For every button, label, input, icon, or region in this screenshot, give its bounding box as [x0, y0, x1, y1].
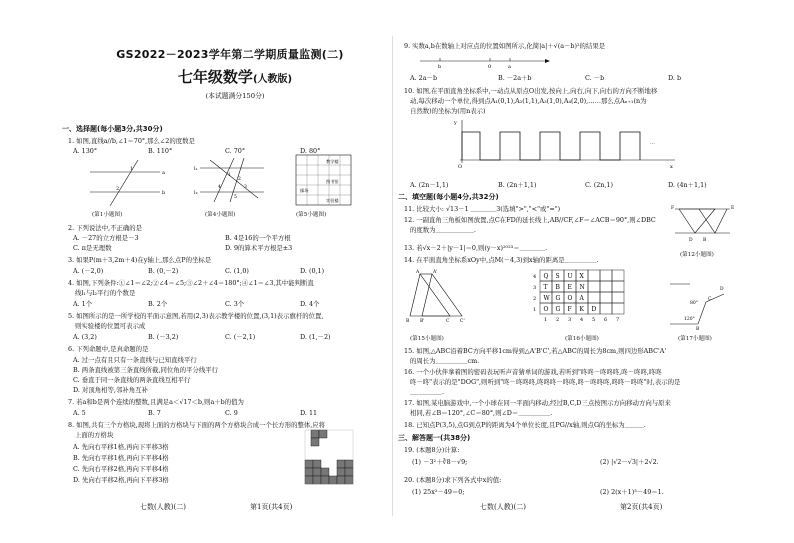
- svg-text:D: D: [689, 238, 693, 243]
- q16-cell: [600, 303, 612, 314]
- q16-grid: [533, 270, 624, 323]
- section-2-title: 二、填空题(每小题4分,共32分): [398, 193, 499, 201]
- question-8-line2: 上面的方格块: [75, 431, 114, 439]
- svg-text:a: a: [162, 170, 165, 176]
- svg-text:l₂: l₂: [194, 190, 198, 196]
- q16-cell: [612, 303, 624, 314]
- q16-figure: [530, 268, 650, 332]
- question-4-line1: 4. 如图,下列条件:①∠1＝∠2;②∠4＝∠5;③∠2＋∠4＝180°;④∠1＝∠3,其中能判断直: [68, 279, 314, 287]
- q16-cell-letter: G: [555, 295, 561, 302]
- question-14: 14. 在平面直角坐标系xOy中,点M(－4,3)到x轴的距离是＿＿＿＿＿.: [404, 256, 599, 264]
- question-15-line1: 15. 如图,△ABC沿着BC方向平移1cm得到△A'B'C',若△ABC的周长为8cm,则四边形ABC'A': [404, 347, 667, 355]
- q5-grid: [296, 155, 351, 205]
- q16-cell: [600, 281, 612, 292]
- q16-cell-letter: E: [567, 284, 572, 291]
- svg-text:b: b: [162, 190, 166, 196]
- q16-cell-letter: F: [567, 306, 572, 313]
- q4-option-a: A. 1个: [73, 300, 93, 308]
- svg-text:B': B': [420, 319, 425, 324]
- question-19: 19. (本题8分)计算:: [404, 446, 460, 454]
- q16-col-tick: 2: [556, 317, 560, 323]
- q7-option-a: A. 5: [73, 409, 86, 417]
- q16-cell: [612, 270, 624, 281]
- q17-angle-c: 80°: [690, 301, 698, 306]
- q16-cell: [600, 292, 612, 303]
- q16-row-tick: 4: [533, 274, 537, 280]
- q9-label-0: 0: [488, 64, 492, 70]
- question-16-line1: 16. 一个小伙伴拿着图的密码表玩听声音猜单词的游戏,若听到"咚咚－咚咚咚,咚－咚咚,咚咚: [404, 368, 662, 376]
- q1-option-a: A. 130°: [73, 147, 98, 155]
- svg-text:B: B: [703, 238, 707, 243]
- svg-text:x: x: [670, 164, 673, 170]
- question-19-part2: (2) |√2－√3|＋2√2.: [600, 458, 659, 466]
- question-16-line2: 咚－咚"表示的是"DOG",则听到"咚－咚咚咚,咚咚咚－咚咚,咚－咚咚咚,咚咚－咚咚"时,表示的是: [410, 378, 681, 386]
- question-12-line1: 12. 一副直角三角板如图放置,点C在FD的延长线上,AB//CF,∠F＝∠ACB＝90°,则∠DBC: [404, 216, 656, 224]
- svg-text:C: C: [446, 319, 450, 324]
- q9-option-c: C. －b: [585, 74, 605, 82]
- q1-option-d: D. 80°: [300, 147, 321, 155]
- q16-cell: [612, 281, 624, 292]
- q5-option-a: A. (3,2): [73, 333, 97, 341]
- subject-title: [150, 68, 320, 87]
- q16-cell-letter: B: [555, 284, 560, 291]
- score-note: (本试题满分150分): [205, 92, 265, 100]
- svg-text:4: 4: [218, 185, 221, 190]
- q3-option-a: A. (－2,0): [73, 267, 104, 275]
- q5-label-lab: 实验楼: [326, 198, 339, 203]
- question-9: 9. 实数a,b在数轴上对应点的位置如图所示,化简|a|＋√(a－b)²的结果是: [404, 42, 606, 50]
- q16-cell-letter: D: [591, 306, 597, 313]
- q9-number-line: [420, 55, 550, 70]
- footer-right-page: 第2页(共4页): [620, 503, 663, 511]
- question-20: 20. (本题8分)求下列各式中x的值:: [404, 476, 502, 484]
- footer-right-code: 七数(人教)(二): [480, 503, 526, 511]
- q7-option-d: D. 11: [300, 409, 318, 417]
- q6-option-a: A. 过一点有且只有一条直线与已知直线平行: [73, 356, 197, 364]
- question-4-line2: 线l₁与l₂平行的个数是: [75, 289, 136, 297]
- q8-option-d: D. 先向右平移2格,再向下平移3格: [73, 476, 169, 484]
- edition-label: (人教版): [252, 74, 293, 85]
- q16-col-tick: 3: [568, 317, 572, 323]
- svg-text:E: E: [731, 206, 735, 211]
- section-1-title: 一、选择题(每小题3分,共30分): [62, 125, 163, 133]
- q16-cell-letter: S: [555, 273, 560, 280]
- q1-option-b: B. 110°: [148, 147, 173, 155]
- q8-figure: [305, 430, 365, 492]
- svg-text:O: O: [458, 164, 463, 170]
- q16-cell-letter: K: [579, 306, 584, 313]
- q4-option-d: D. 4个: [300, 300, 320, 308]
- q16-cell-letter: X: [579, 273, 584, 280]
- q6-option-b: B. 两条直线被第三条直线所截,同位角的平分线平行: [73, 366, 218, 374]
- q2-option-d: D. 9的算术平方根是±3: [225, 244, 293, 252]
- question-20-part2: (2) 2(x＋1)³－49＝1.: [600, 488, 664, 496]
- q16-col-tick: 4: [580, 317, 584, 323]
- q10-option-a: A. (2n－1,1): [410, 181, 449, 189]
- q9-label-b: b: [438, 64, 442, 70]
- svg-text:3: 3: [244, 185, 247, 190]
- q10-option-d: D. (4n＋1,1): [668, 181, 707, 189]
- q16-cell-letter: O: [543, 306, 549, 313]
- question-10-line3: 自然数)的坐标为(用n表示): [410, 107, 486, 115]
- q16-cell-letter: Q: [543, 273, 549, 280]
- q4-option-c: C. 3个: [225, 300, 245, 308]
- question-6: 6. 下列命题中,是真命题的是: [68, 345, 149, 353]
- footer-left-code: 七数(人教)(二): [140, 503, 186, 511]
- q7-option-b: B. 7: [148, 409, 161, 417]
- svg-text:…: …: [650, 140, 655, 146]
- q5-option-d: D. (1,－2): [300, 333, 331, 341]
- q16-cell-letter: W: [543, 295, 550, 302]
- svg-text:F: F: [671, 206, 675, 211]
- svg-text:2: 2: [116, 186, 120, 192]
- svg-text:D: D: [720, 287, 724, 292]
- svg-text:1: 1: [130, 166, 134, 172]
- q16-row-tick: 2: [533, 296, 537, 302]
- question-5-line2: 则实验楼的位置可表示成: [75, 322, 146, 330]
- q16-cell: [600, 270, 612, 281]
- svg-text:y: y: [454, 120, 457, 126]
- q16-cell-letter: N: [579, 284, 585, 291]
- svg-text:1: 1: [228, 173, 231, 178]
- question-7: 7. 若a和b是两个连续的整数,且满足a＜√17＜b,则a＋b的值为: [68, 398, 244, 406]
- q8-option-c: C. 先向右平移2格,再向下平移4格: [73, 465, 169, 473]
- q6-option-d: D. 对顶角相等,邻补角互补: [73, 386, 148, 394]
- q10-option-c: C. (2n,1): [585, 181, 613, 189]
- q5-caption: (第5小题图): [296, 212, 327, 218]
- q7-option-c: C. 9: [225, 409, 238, 417]
- q16-cell-letter: T: [543, 284, 548, 291]
- question-20-part1: (1) 25x²－49＝0;: [412, 488, 465, 496]
- question-1: 1. 如图,直线a//b,∠1＝70°,那么∠2的度数是: [68, 137, 195, 145]
- q5-label-library: 图书馆: [326, 179, 339, 184]
- q9-label-a: a: [508, 64, 511, 70]
- q16-cell: [588, 281, 600, 292]
- q9-option-b: B. －2a＋b: [498, 74, 532, 82]
- question-18: 18. 已知点P(3,5),点G到点P的距离为4个单位长度,且PG//x轴,则点G的坐标为＿＿＿.: [404, 421, 646, 429]
- q12-caption: (第12小题图): [680, 252, 714, 258]
- question-15-line2: 的周长为＿＿＿＿＿cm.: [410, 357, 480, 365]
- q8-option-a: A. 先向右平移1格,再向下平移3格: [73, 443, 169, 451]
- question-16-line3: ＿＿＿＿＿.: [410, 388, 444, 396]
- question-10-line2: 动,每次移动一个单位,得到点A₁(0,1),A₂(1,1),A₃(1,0),A₄(2,0),……那么点Aₙ₊₁(n为: [410, 97, 647, 105]
- svg-text:B: B: [406, 319, 410, 324]
- q6-option-c: C. 垂直于同一条直线的两条直线互相平行: [73, 376, 191, 384]
- q8-option-b: B. 先向右平移1格,再向下平移4格: [73, 454, 169, 462]
- q1-option-c: C. 70°: [225, 147, 246, 155]
- question-19-part1: (1) －3²＋∛8－√9;: [412, 458, 468, 466]
- q1-figure: [90, 158, 170, 208]
- svg-text:2: 2: [238, 177, 241, 182]
- svg-text:A: A: [416, 270, 420, 275]
- column-divider: [392, 36, 393, 516]
- q16-cell-letter: A: [579, 295, 584, 302]
- q16-col-tick: 1: [544, 317, 548, 323]
- svg-text:B: B: [696, 327, 700, 332]
- q1-caption: (第1小题图): [92, 212, 123, 218]
- q2-option-a: A. －27的立方根是－3: [73, 234, 139, 242]
- svg-text:C: C: [708, 297, 712, 302]
- svg-text:l₁: l₁: [194, 166, 198, 172]
- q16-row-tick: 1: [533, 307, 537, 313]
- q5-figure: [296, 155, 356, 210]
- subject-name: 七年级数学: [177, 68, 253, 86]
- question-12-line2: 的度数为＿＿＿＿＿＿.: [410, 226, 476, 234]
- q4-caption: (第4小题图): [205, 212, 236, 218]
- q16-cell-letter: O: [567, 295, 573, 302]
- question-10-line1: 10. 如图,在平面直角坐标系中,一动点从原点O出发,按向上,向右,向下,向右的方向不断地移: [404, 87, 658, 95]
- q5-option-b: B. (－3,2): [148, 333, 179, 341]
- q16-col-tick: 5: [592, 317, 596, 323]
- q16-caption: (第16小题图): [565, 336, 599, 342]
- q16-cell: [588, 292, 600, 303]
- q17-figure: [670, 280, 730, 330]
- q3-option-d: D. (0,1): [300, 267, 325, 275]
- svg-text:5: 5: [234, 195, 237, 200]
- q16-cell: [612, 292, 624, 303]
- q9-option-a: A. 2a－b: [410, 74, 438, 82]
- question-3: 3. 如果P(m＋3,2m＋4)在y轴上,那么点P的坐标是: [68, 256, 212, 264]
- question-17-line1: 17. 如图,某电脑游戏中,一个小球在同一平面内移动,经过B,C,D三点按图示方向移动方向与原来: [404, 399, 671, 407]
- q5-label-teaching: 教学楼: [326, 159, 339, 164]
- svg-text:C': C': [460, 319, 465, 324]
- q17-caption: (第17小题图): [678, 336, 712, 342]
- q9-option-d: D. b: [668, 74, 682, 82]
- question-2: 2. 下列说法中,不正确的是: [68, 224, 143, 232]
- q12-figure: [671, 203, 735, 248]
- q17-angle-b: 120°: [684, 317, 695, 322]
- q4-option-b: B. 2个: [148, 300, 168, 308]
- q10-figure: [450, 118, 680, 173]
- q16-cell-letter: G: [555, 306, 561, 313]
- question-11: 11. 比较大小: √13－1 ＿＿＿＿3(选填">","<"或"="): [404, 205, 561, 213]
- q16-cell: [588, 270, 600, 281]
- question-8-line1: 8. 如图,共有三个方格块,现将上面的方格块与下面的两个方格块合成一个长方形的整体,应将: [68, 421, 326, 429]
- q3-option-c: C. (1,0): [225, 267, 249, 275]
- q16-col-tick: 6: [604, 317, 608, 323]
- exam-title: GS2022－2023学年第二学期质量监测(二): [116, 48, 344, 61]
- footer-left-page: 第1页(共4页): [250, 503, 293, 511]
- q10-option-b: B. (2n＋1,1): [498, 181, 537, 189]
- q15-figure: [406, 270, 470, 324]
- svg-text:A': A': [433, 270, 438, 275]
- q15-caption: (第15小题图): [410, 336, 444, 342]
- q4-figure: [194, 158, 270, 208]
- question-5-line1: 5. 如图所示的是一所学校的平面示意图,若用(2,3)表示教学楼的位置,(3,1)表示旗杆的位置,: [68, 312, 324, 320]
- question-17-line2: 相同,若∠B＝120°,∠C＝80°,则∠D＝＿＿＿＿＿.: [410, 409, 553, 417]
- q5-option-c: C. (－2,1): [225, 333, 256, 341]
- q16-row-tick: 3: [533, 285, 537, 291]
- q2-option-b: B. 4是16的一个平方根: [225, 234, 291, 242]
- q16-cell-letter: U: [567, 273, 573, 280]
- q3-option-b: B. (0,－2): [148, 267, 179, 275]
- q5-label-field: 操场: [300, 188, 309, 193]
- q16-col-tick: 7: [616, 317, 620, 323]
- question-13: 13. 若√x－2＋|y－1|＝0,则(y－x)²⁰²³＝＿＿＿＿.: [404, 244, 548, 252]
- q2-option-c: C. π是无理数: [73, 244, 112, 252]
- section-3-title: 三、解答题一(共38分): [398, 434, 471, 442]
